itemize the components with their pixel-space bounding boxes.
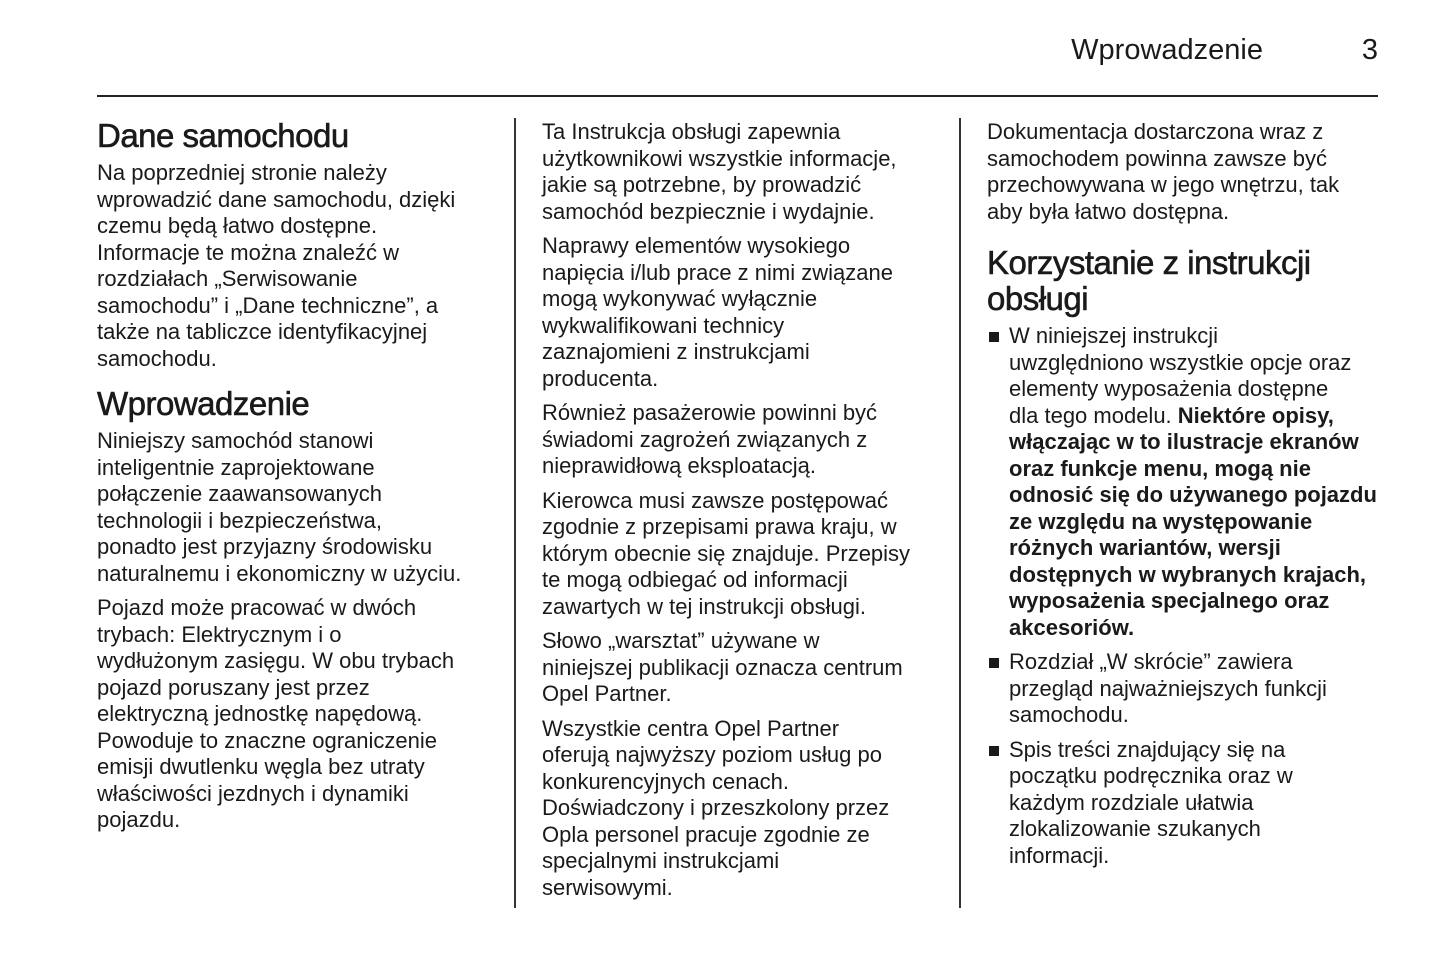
paragraph: Na poprzedniej stronie należy wprowadzić dane samochodu, dzięki czemu będą łatwo dostępne. Informacje te można znaleźć w rozdziałach „Serwisowanie samochodu” i „Dane techniczne”, a także na tabliczce identyfikacyjnej samochodu. — [97, 160, 456, 371]
column-2 — [542, 119, 942, 909]
column-1 — [97, 118, 497, 842]
running-header-title: Wprowadzenie — [1071, 34, 1263, 66]
header-rule — [97, 95, 1378, 97]
bullet-text: W niniejszej instrukcji uwzględniono wszystkie opcje oraz elementy wyposażenia dostępne dla tego modelu. — [1009, 323, 1352, 428]
column-divider — [514, 118, 516, 908]
bullet-square-icon — [989, 332, 999, 342]
bullet-item — [987, 649, 1407, 729]
column-divider — [959, 118, 961, 908]
bullet-square-icon — [989, 658, 999, 668]
section-heading: Wprowadzenie — [97, 385, 310, 422]
bullet-item — [987, 737, 1407, 870]
section-heading: Korzystanie z instrukcji obsługi — [987, 244, 1311, 317]
paragraph: Naprawy elementów wysokiego napięcia i/lub prace z nimi związane mogą wykonywać wyłącznie wykwalifikowani technicy zaznajomieni z instrukcjami producenta. — [542, 233, 893, 391]
column-3 — [987, 119, 1407, 877]
bullet-text: Spis treści znajdujący się na początku podręcznika oraz w każdym rozdziale ułatwia zlokalizowanie szukanych informacji. — [1009, 736, 1293, 868]
bullet-text: Rozdział „W skrócie” zawiera przegląd najważniejszych funkcji samochodu. — [1009, 649, 1327, 727]
section-heading: Dane samochodu — [97, 117, 349, 154]
paragraph: Pojazd może pracować w dwóch trybach: Elektrycznym i o wydłużonym zasięgu. W obu trybach pojazd poruszany jest przez elektryczną jednostkę napędową. Powoduje to znaczne ograniczenie emisji dwutlenku węgla bez utraty właściwości jezdnych i dynamiki pojazdu. — [97, 595, 455, 832]
bullet-text-bold: Niektóre opisy, włączając w to ilustracje ekranów oraz funkcje menu, mogą nie odnosić się do używanego pojazdu ze względu na występowanie różnych wariantów, wersji dostępnych w wybranych krajach, wyposażenia specjalnego oraz akcesoriów. — [1009, 402, 1377, 640]
paragraph: Ta Instrukcja obsługi zapewnia użytkownikowi wszystkie informacje, jakie są potrzebne, by prowadzić samochód bezpiecznie i wydajnie. — [542, 119, 897, 224]
paragraph: Wszystkie centra Opel Partner oferują najwyższy poziom usług po konkurencyjnych cenach. Doświadczony i przeszkolony przez Opla personel pracuje zgodnie ze specjalnymi instrukcjami serwisowymi. — [542, 715, 890, 900]
bullet-item — [987, 323, 1407, 641]
bullet-square-icon — [989, 746, 999, 756]
paragraph: Również pasażerowie powinni być świadomi zagrożeń związanych z nieprawidłową eksploatacją. — [542, 400, 878, 478]
page-number: 3 — [1361, 34, 1378, 66]
paragraph: Słowo „warsztat” używane w niniejszej publikacji oznacza centrum Opel Partner. — [542, 628, 903, 706]
paragraph: Dokumentacja dostarczona wraz z samochodem powinna zawsze być przechowywana w jego wnętrzu, tak aby była łatwo dostępna. — [987, 119, 1340, 224]
paragraph: Kierowca musi zawsze postępować zgodnie z przepisami prawa kraju, w którym obecnie się znajduje. Przepisy te mogą odbiegać od informacji zawartych w tej instrukcji obsługi. — [542, 487, 911, 619]
paragraph: Niniejszy samochód stanowi inteligentnie zaprojektowane połączenie zaawansowanych technologii i bezpieczeństwa, ponadto jest przyjazny środowisku naturalnemu i ekonomiczny w użyciu. — [97, 428, 462, 586]
